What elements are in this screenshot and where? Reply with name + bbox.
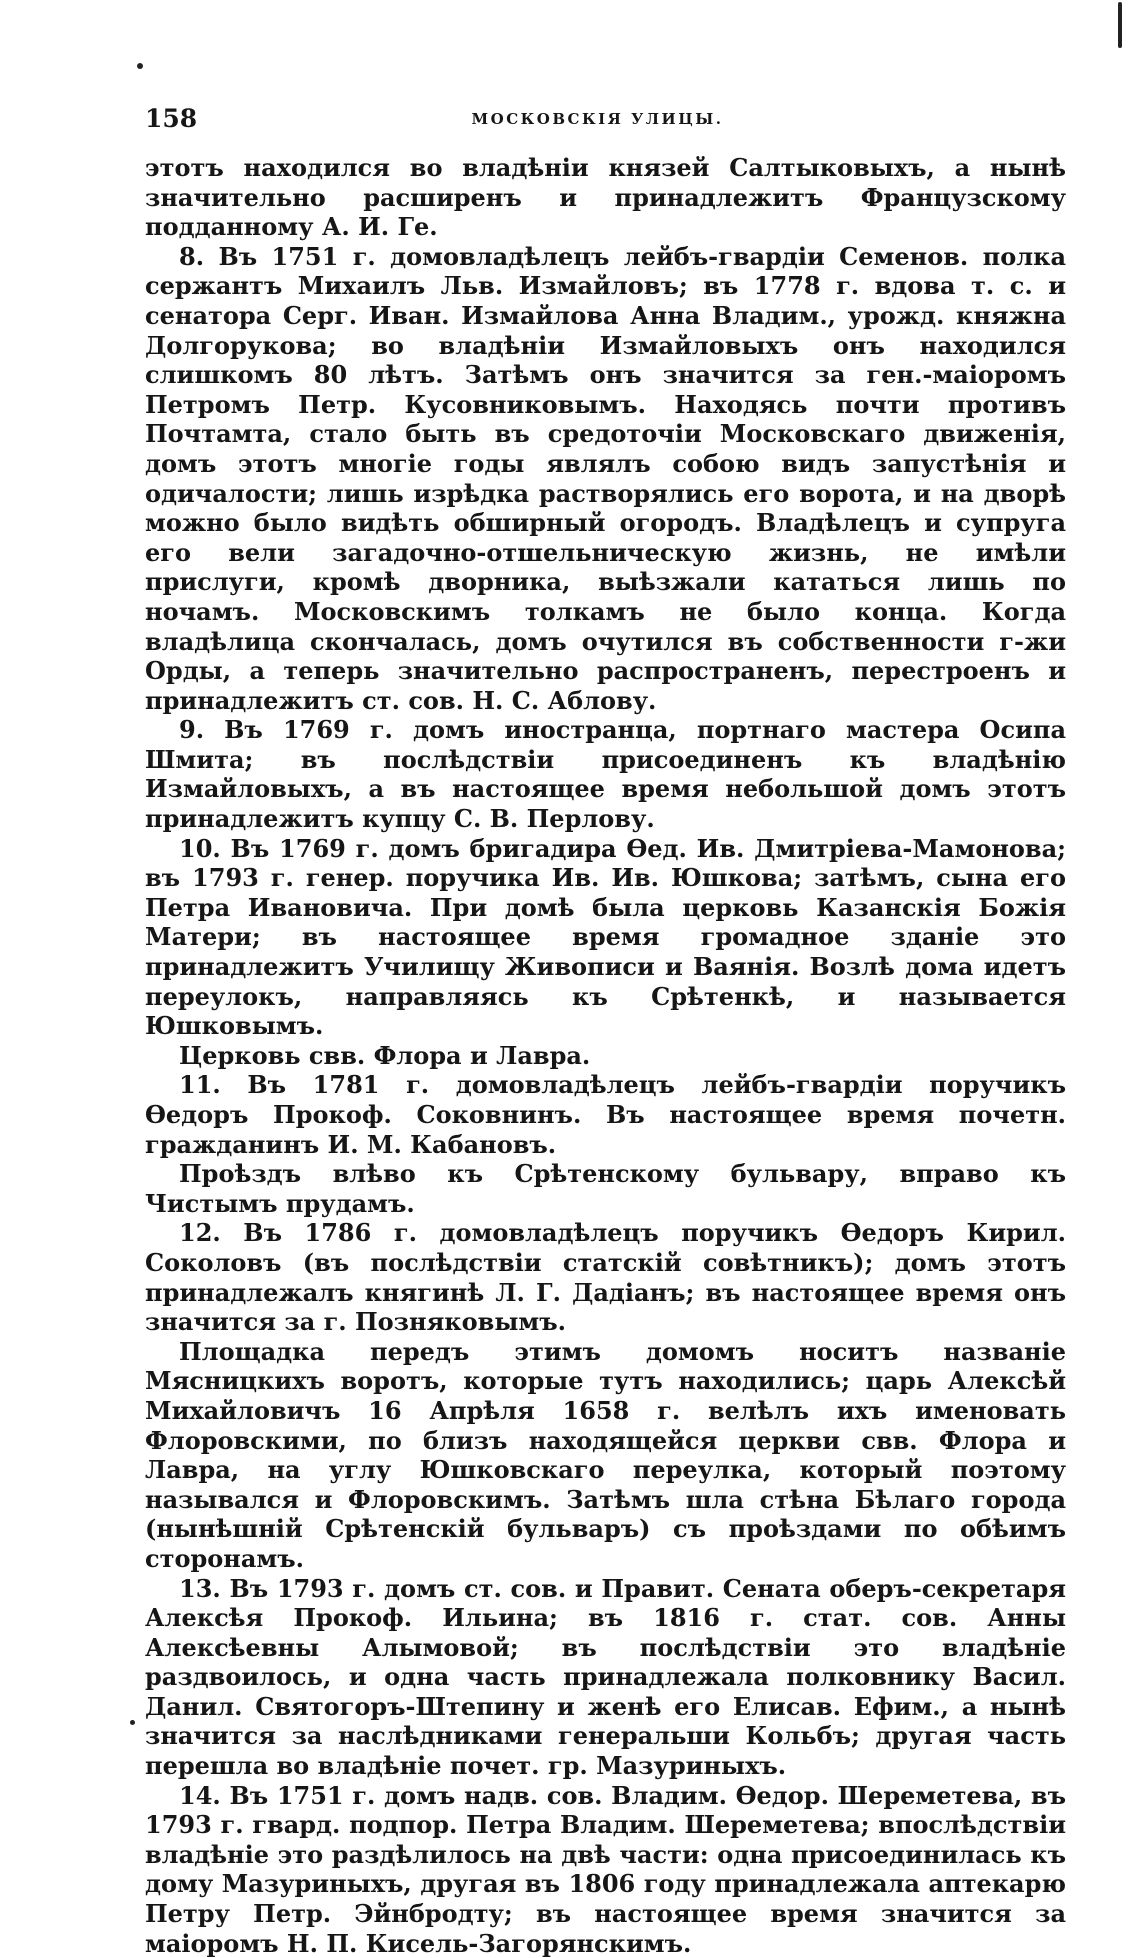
edge-mark xyxy=(1118,2,1122,48)
paragraph: этотъ находился во владѣніи князей Салтыковыхъ, а нынѣ значительно расширенъ и принадлежитъ Французскому подданному А. И. Ге. xyxy=(145,153,1066,242)
body-text xyxy=(145,153,1066,1958)
page-number: 158 xyxy=(145,104,198,133)
paragraph: 9. Въ 1769 г. домъ иностранца, портнаго мастера Осипа Шмита; въ послѣдствіи присоединенъ къ владѣнію Измайловыхъ, а въ настоящее время небольшой домъ этотъ принадлежитъ купцу С. В. Перлову. xyxy=(145,715,1066,834)
paragraph: 8. Въ 1751 г. домовладѣлецъ лейбъ-гвардіи Семенов. полка сержантъ Михаилъ Льв. Измайловъ; въ 1778 г. вдова т. с. и сенатора Серг. Иван. Измайлова Анна Владим., урожд. княжна Долгорукова; во владѣніи Измайловыхъ онъ находился слишкомъ 80 лѣтъ. Затѣмъ онъ значится за ген.-маіоромъ Петромъ Петр. Кусовниковымъ. Находясь почти противъ Почтамта, стало быть въ средоточіи Московскаго движенія, домъ этотъ многіе годы являлъ собою видъ запустѣнія и одичалости; лишь изрѣдка растворялись его ворота, и на дворѣ можно было видѣть обширный огородъ. Владѣлецъ и супруга его вели загадочно-отшельническую жизнь, не имѣли прислуги, кромѣ дворника, выѣзжали кататься лишь по ночамъ. Московскимъ толкамъ не было конца. Когда владѣлица скончалась, домъ очутился въ собственности г-жи Орды, а теперь значительно распространенъ, перестроенъ и принадлежитъ ст. сов. Н. С. Аблову. xyxy=(145,241,1066,715)
ink-speck xyxy=(130,1720,135,1725)
paragraph: Площадка передъ этимъ домомъ носитъ названіе Мясницкихъ воротъ, которые тутъ находились; царь Алексѣй Михайловичъ 16 Апрѣля 1658 г. велѣлъ ихъ именовать Флоровскими, по близъ находящейся церкви свв. Флора и Лавра, на углу Юшковскаго переулка, который поэтому назывался и Флоровскимъ. Затѣмъ шла стѣна Бѣлаго города (нынѣшній Срѣтенскій бульваръ) съ проѣздами по обѣимъ сторонамъ. xyxy=(145,1336,1066,1573)
page-header xyxy=(145,104,1050,140)
ink-speck xyxy=(137,63,143,69)
paragraph: Церковь свв. Флора и Лавра. xyxy=(179,1040,591,1070)
paragraph: 11. Въ 1781 г. домовладѣлецъ лейбъ-гвардіи поручикъ Ѳедоръ Прокоф. Соковнинъ. Въ настоящее время почетн. гражданинъ И. М. Кабановъ. xyxy=(145,1070,1066,1159)
paragraph: 13. Въ 1793 г. домъ ст. сов. и Правит. Сената оберъ-секретаря Алексѣя Прокоф. Ильина; въ 1816 г. стат. сов. Анны Алексѣевны Алымовой; въ послѣдствіи это владѣніе раздвоилось, и одна часть принадлежала полковнику Васил. Данил. Святогоръ-Штепину и женѣ его Елисав. Ефим., а нынѣ значится за наслѣдниками генеральши Кольбъ; другая часть перешла во владѣніе почет. гр. Мазуриныхъ. xyxy=(145,1573,1066,1781)
paragraph: 12. Въ 1786 г. домовладѣлецъ поручикъ Ѳедоръ Кирил. Соколовъ (въ послѣдствіи статскій совѣтникъ); домъ этотъ принадлежалъ княгинѣ Л. Г. Дадіанъ; въ настоящее время онъ значится за г. Позняковымъ. xyxy=(145,1218,1066,1337)
running-head: МОСКОВСКІЯ УЛИЦЫ. xyxy=(471,110,724,128)
paragraph: 10. Въ 1769 г. домъ бригадира Ѳед. Ив. Дмитріева-Мамонова; въ 1793 г. генер. поручика Ив. Ив. Юшкова; затѣмъ, сына его Петра Ивановича. При домѣ была церковь Казанскія Божія Матери; въ настоящее время громадное зданіе это принадлежитъ Училищу Живописи и Ваянія. Возлѣ дома идетъ переулокъ, направляясь къ Срѣтенкѣ, и называется Юшковымъ. xyxy=(145,833,1066,1041)
paragraph: Проѣздъ влѣво къ Срѣтенскому бульвару, вправо къ Чистымъ прудамъ. xyxy=(145,1159,1066,1218)
paragraph: 14. Въ 1751 г. домъ надв. сов. Владим. Ѳедор. Шереметева, въ 1793 г. гвард. подпор. Петра Владим. Шереметева; впослѣдствіи владѣніе это раздѣлилось на двѣ части: одна присоединилась къ дому Мазуриныхъ, другая въ 1806 году принадлежала аптекарю Петру Петр. Эйнбродту; въ настоящее время значится за маіоромъ Н. П. Кисель-Загорянскимъ. xyxy=(145,1780,1066,1958)
